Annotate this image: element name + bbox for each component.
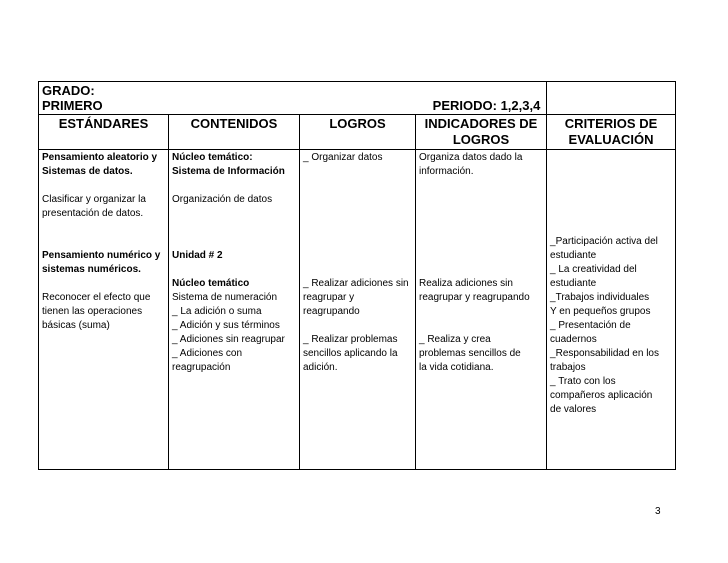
col-header-indicadores: INDICADORES DE LOGROS — [416, 115, 547, 150]
estandar-text: básicas (suma) — [42, 320, 110, 331]
logro-text: _ Realizar adiciones sin — [303, 278, 409, 289]
contenido-text: _ Adición y sus términos — [172, 320, 280, 331]
estandares-cell — [39, 150, 169, 470]
estandar-text: presentación de datos. — [42, 208, 144, 219]
contenido-title: Sistema de Información — [172, 166, 285, 177]
contenido-title: Unidad # 2 — [172, 250, 223, 261]
indicador-text: _ Realiza y crea — [419, 334, 491, 345]
criterio-text: _Trabajos individuales — [550, 292, 650, 303]
indicador-text: Organiza datos dado la — [419, 152, 523, 163]
estandar-text: Reconocer el efecto que — [42, 292, 151, 303]
header-row — [39, 82, 676, 115]
logro-text: _ Realizar problemas — [303, 334, 398, 345]
criterio-text: _ La creatividad del — [550, 264, 637, 275]
criterio-text: cuadernos — [550, 334, 597, 345]
content-row — [39, 150, 676, 470]
logro-text: sencillos aplicando la — [303, 348, 398, 359]
col-header-estandares: ESTÁNDARES — [39, 115, 169, 150]
col-header-criterios: CRITERIOS DE EVALUACIÓN — [547, 115, 676, 150]
estandar-text: Clasificar y organizar la — [42, 194, 146, 205]
header-cell — [39, 82, 547, 115]
estandar-title: Sistemas de datos. — [42, 166, 133, 177]
logro-text: reagrupando — [303, 306, 360, 317]
contenido-text: reagrupación — [172, 362, 231, 373]
header-empty-cell — [547, 82, 676, 115]
criterio-text: estudiante — [550, 250, 597, 261]
criterio-text: de valores — [550, 404, 597, 415]
periodo-label: PERIODO: 1,2,3,4 — [432, 98, 541, 113]
contenidos-cell — [169, 150, 300, 470]
indicador-text: problemas sencillos de — [419, 348, 521, 359]
col-header-contenidos: CONTENIDOS — [169, 115, 300, 150]
page-number: 3 — [655, 506, 661, 517]
column-header-row — [39, 115, 676, 150]
criterio-text: _ Presentación de — [550, 320, 631, 331]
contenido-title: Núcleo temático — [172, 278, 250, 289]
criterio-text: _Responsabilidad en los — [550, 348, 659, 359]
estandar-title: Pensamiento aleatorio y — [42, 152, 158, 163]
criterio-text: Y en pequeños grupos — [550, 306, 651, 317]
criterio-text: _ Trato con los — [550, 376, 616, 387]
contenido-text: Sistema de numeración — [172, 292, 278, 303]
estandar-title: sistemas numéricos. — [42, 264, 141, 275]
logros-cell — [300, 150, 416, 470]
criterios-cell — [547, 150, 676, 470]
logro-text: _ Organizar datos — [303, 152, 383, 163]
criterio-text: compañeros aplicación — [550, 390, 653, 401]
contenido-text: _ Adiciones con — [172, 348, 243, 359]
logro-text: reagrupar y — [303, 292, 355, 303]
contenido-text: _ Adiciones sin reagrupar — [172, 334, 285, 345]
estandar-title: Pensamiento numérico y — [42, 250, 161, 261]
contenido-title: Núcleo temático: — [172, 152, 253, 163]
indicador-text: reagrupar y reagrupando — [419, 292, 530, 303]
logro-text: adición. — [303, 362, 338, 373]
estandar-text: tienen las operaciones — [42, 306, 143, 317]
indicador-text: Realiza adiciones sin — [419, 278, 513, 289]
indicador-text: información. — [419, 166, 474, 177]
contenido-text: _ La adición o suma — [172, 306, 262, 317]
col-header-logros: LOGROS — [300, 115, 416, 150]
criterio-text: estudiante — [550, 278, 597, 289]
criterio-text: trabajos — [550, 362, 586, 373]
indicadores-cell — [416, 150, 547, 470]
grado-label: GRADO: PRIMERO — [42, 83, 103, 113]
criterio-text: _Participación activa del — [550, 236, 658, 247]
curriculum-table — [38, 81, 676, 470]
indicador-text: la vida cotidiana. — [419, 362, 494, 373]
contenido-text: Organización de datos — [172, 194, 273, 205]
